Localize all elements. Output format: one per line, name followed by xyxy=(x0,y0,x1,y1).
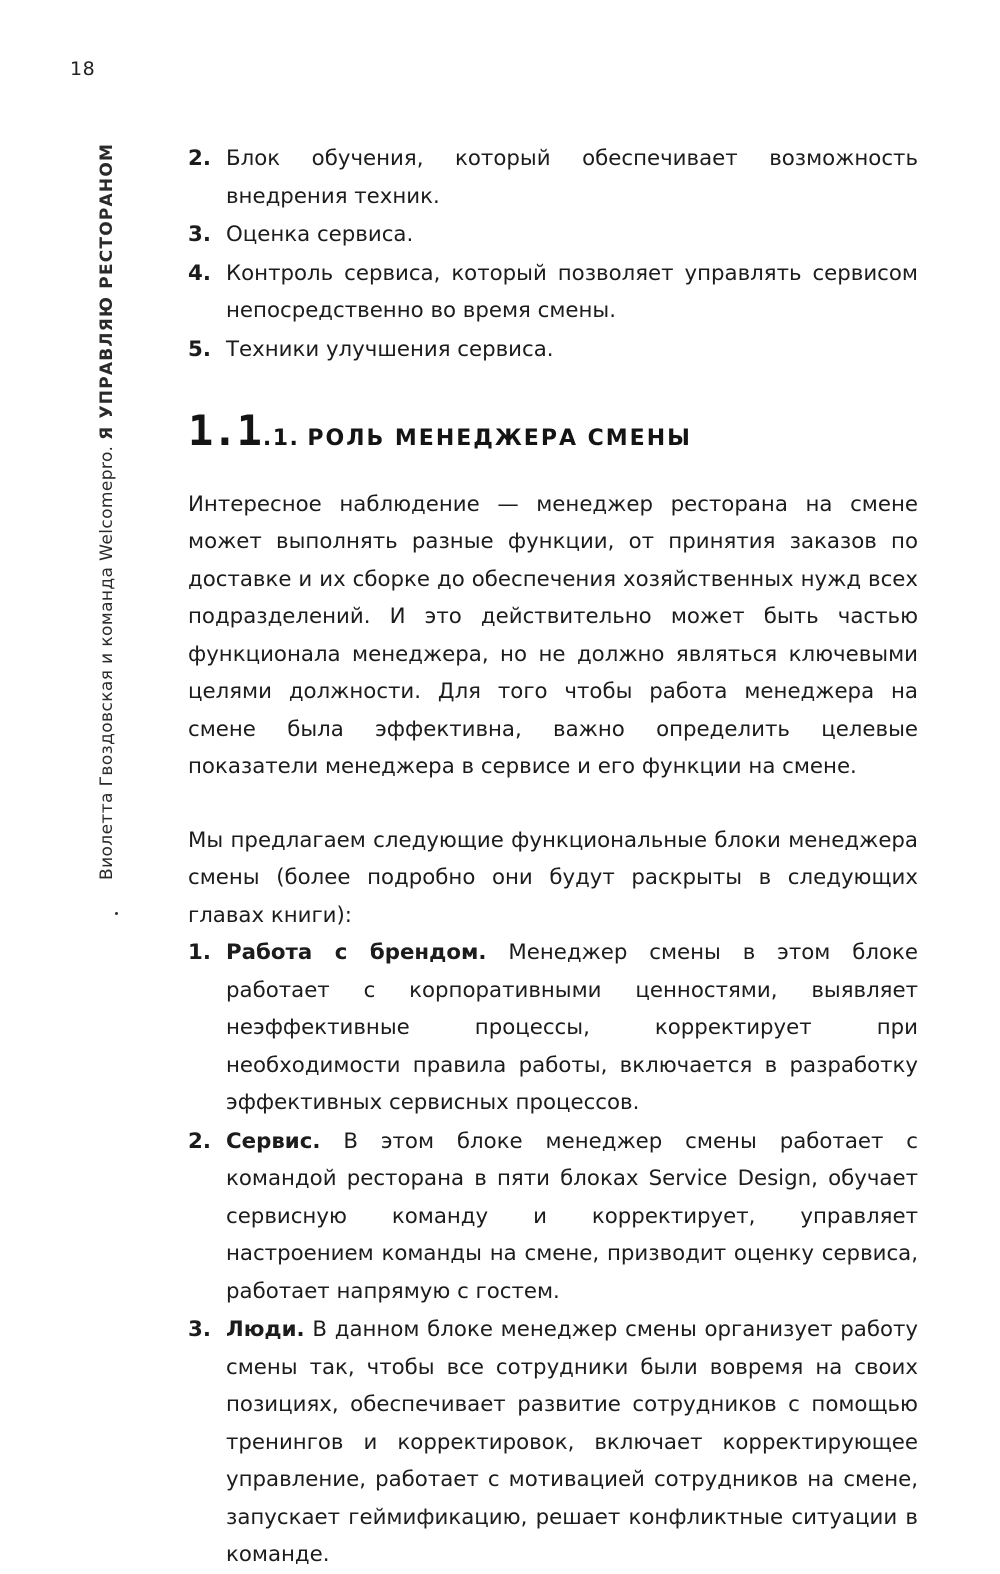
list-item-text: Контроль сервиса, который позволяет управлять сервисом непосредственно во время смены. xyxy=(226,260,918,323)
list-item-number: 1. xyxy=(188,940,211,965)
list-item-text: В этом блоке менеджер смены работает с командой ресторана в пяти блоках Service Design, обучает сервисную команду и корректирует, управляет настроением команды на смене, призводит оценку сервиса, работает напрямую с гостем. xyxy=(226,1128,918,1304)
list-item-text: Менеджер смены в этом блоке работает с корпоративными ценностями, выявляет неэффективные процессы, корректирует при необходимости правила работы, включается в разработку эффективных сервисных процессов. xyxy=(226,940,918,1115)
page-content xyxy=(188,140,918,1574)
paragraph: Интересное наблюдение — менеджер ресторана на смене может выполнять разные функции, от принятия заказов по доставке и их сборке до обеспечения хозяйственных нужд всех подразделений. И это действительно может быть частью функционала менеджера, но не должно являться ключевыми целями должности. Для того чтобы работа менеджера на смене была эффективна, важно определить целевые показатели менеджера в сервисе и его функции на смене. xyxy=(188,491,918,779)
paragraph: Мы предлагаем следующие функциональные блоки менеджера смены (более подробно они будут раскрыты в следующих главах книги): xyxy=(188,827,918,928)
list-item-text: Блок обучения, который обеспечивает возможность внедрения техник. xyxy=(226,146,918,209)
list-item-lead: Люди. xyxy=(226,1317,305,1342)
spine-book-title: Я УПРАВЛЯЮ РЕСТОРАНОМ xyxy=(97,142,117,440)
section-number-main: 1.1 xyxy=(188,406,261,455)
section-number-sub: .1. xyxy=(262,426,300,451)
list-item-number: 3. xyxy=(188,1317,211,1342)
list-item xyxy=(188,934,918,1122)
list-item-text: Техники улучшения сервиса. xyxy=(226,336,554,362)
list-item-number: 2. xyxy=(188,1128,211,1154)
list-item-text: В данном блоке менеджер смены организует работу смены так, чтобы все сотрудники были вовремя на своих позициях, обеспечивает развитие сотрудников с помощью тренингов и корректировок, включает корректирующее управление, работает с мотивацией сотрудников на смене, запускает геймификацию, решает конфликтные ситуации в команде. xyxy=(226,1317,918,1567)
section-heading xyxy=(188,406,918,458)
list-item xyxy=(188,140,918,215)
stray-dot xyxy=(115,912,118,915)
list-item xyxy=(188,216,918,254)
section-title: РОЛЬ МЕНЕДЖЕРА СМЕНЫ xyxy=(307,426,692,451)
list-item-number: 3. xyxy=(188,222,211,247)
list-item-text: Оценка сервиса. xyxy=(226,222,414,247)
spine-author: Виолетта Гвоздовская и команда Welcomepro. xyxy=(97,445,117,880)
top-list xyxy=(188,140,918,368)
spine-running-title xyxy=(92,142,122,880)
list-item xyxy=(188,331,918,369)
list-item-number: 4. xyxy=(188,260,211,286)
list-item xyxy=(188,255,918,330)
list-item-number: 5. xyxy=(188,336,211,362)
list-item-number: 2. xyxy=(188,146,211,171)
page-number: 18 xyxy=(70,58,96,80)
list-item xyxy=(188,1123,918,1311)
blocks-list xyxy=(188,934,918,1574)
list-item xyxy=(188,1311,918,1574)
list-item-lead: Сервис. xyxy=(226,1128,321,1154)
list-item-lead: Работа с брендом. xyxy=(226,940,487,965)
